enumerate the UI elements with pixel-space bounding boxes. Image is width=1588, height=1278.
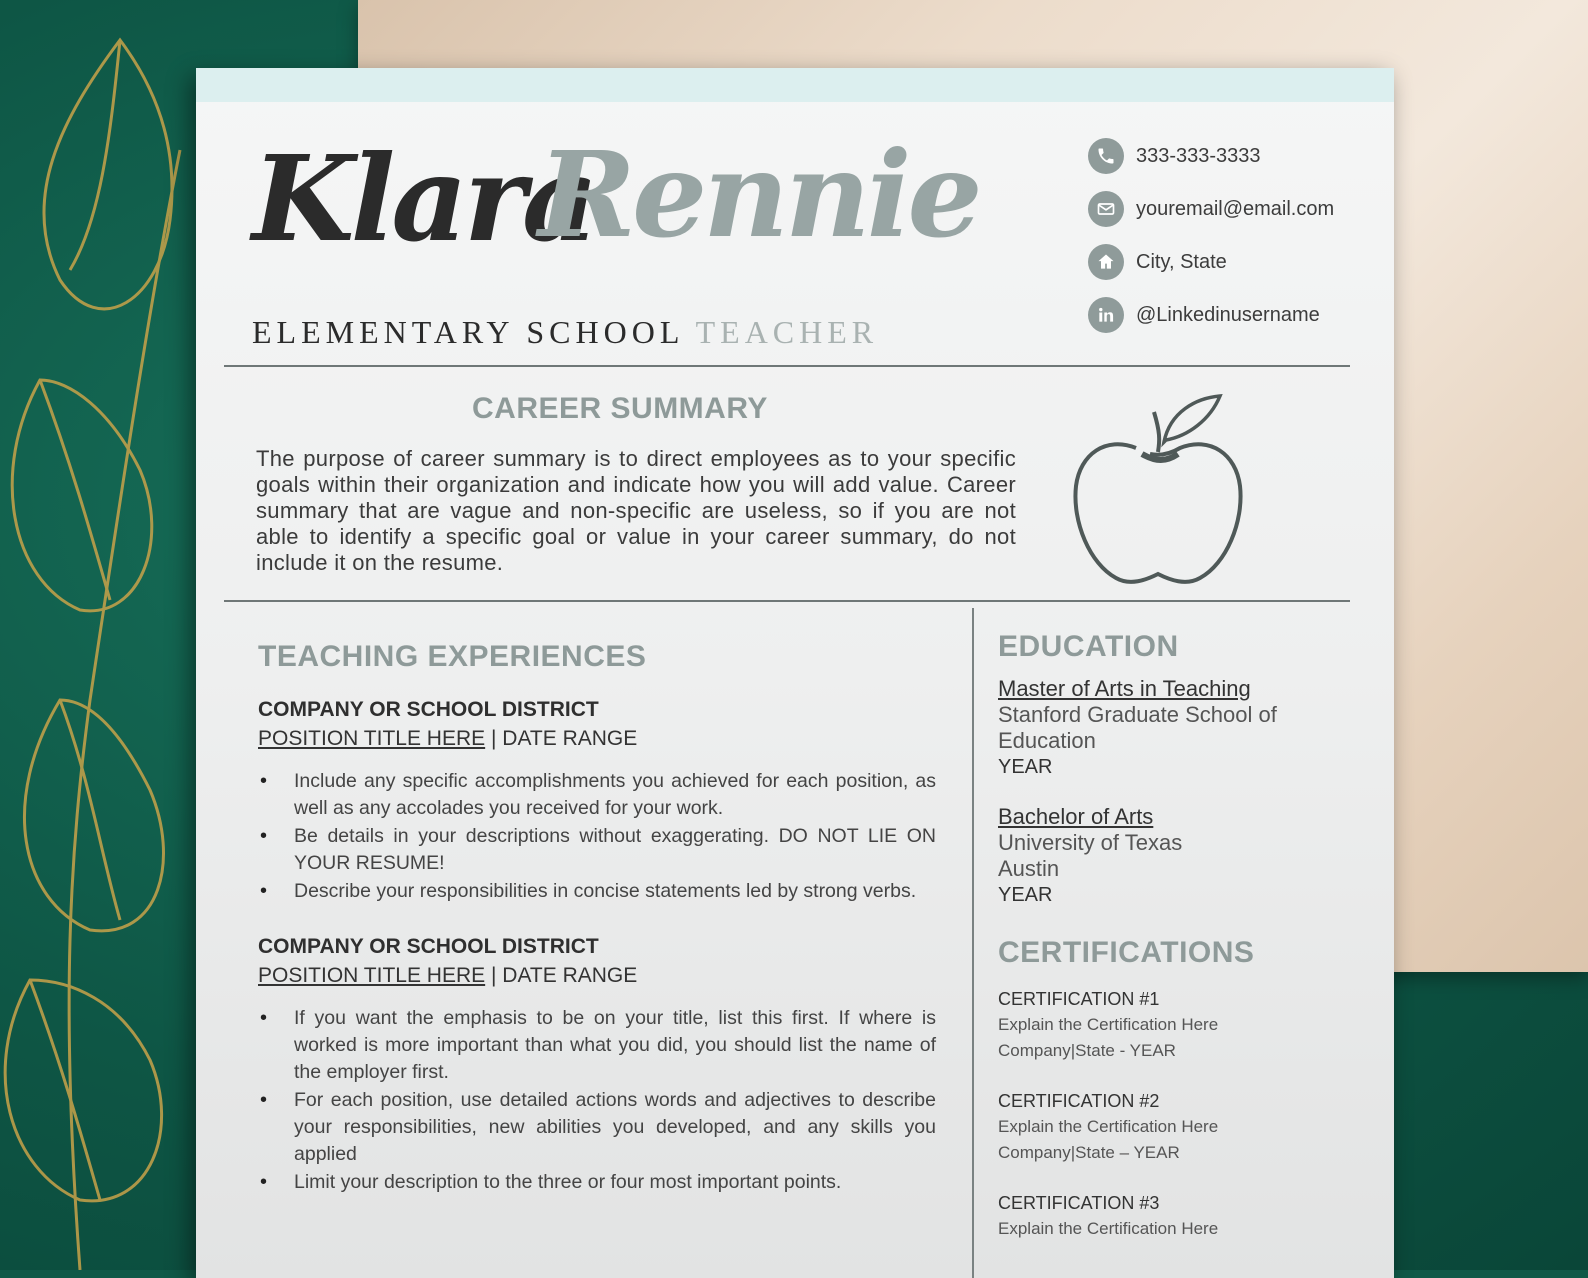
education-heading: EDUCATION bbox=[998, 630, 1179, 663]
certification-desc: Explain the Certification Here bbox=[998, 1015, 1219, 1034]
contact-location-text: City, State bbox=[1136, 250, 1227, 273]
job-date: | DATE RANGE bbox=[485, 727, 638, 750]
job-title-part2: TEACHER bbox=[695, 314, 879, 350]
name-first: Klara bbox=[252, 129, 595, 268]
experience-heading: TEACHING EXPERIENCES bbox=[258, 640, 647, 673]
contact-email bbox=[1088, 183, 1378, 235]
job-bullet: • Describe your responsibilities in concise statements led by strong verbs. bbox=[294, 878, 936, 905]
job-position-line bbox=[258, 724, 936, 754]
job-entry bbox=[258, 696, 936, 905]
experience-list bbox=[258, 696, 936, 1224]
contact-list bbox=[1088, 130, 1378, 342]
education-school: Stanford Graduate School of bbox=[998, 702, 1277, 727]
education-school-cont: Education bbox=[998, 728, 1096, 753]
apple-icon bbox=[1066, 382, 1256, 592]
job-bullet: • For each position, use detailed actions words and adjectives to describe your responsibilities, new abilities you developed, and any skills you applied bbox=[294, 1087, 936, 1168]
education-degree: Master of Arts in Teaching bbox=[998, 676, 1251, 701]
contact-email-text: youremail@email.com bbox=[1136, 197, 1335, 220]
divider-middle bbox=[224, 600, 1350, 602]
certification-name: CERTIFICATION #2 bbox=[998, 1091, 1160, 1111]
job-bullet: • Include any specific accomplishments you achieved for each position, as well as any accolades you received for your work. bbox=[294, 768, 936, 822]
certification-meta: Company|State - YEAR bbox=[998, 1041, 1176, 1060]
education-entry bbox=[998, 676, 1358, 780]
column-divider bbox=[972, 608, 974, 1278]
email-icon bbox=[1088, 191, 1124, 227]
certifications-heading: CERTIFICATIONS bbox=[998, 936, 1255, 969]
education-year: YEAR bbox=[998, 884, 1053, 906]
education-year: YEAR bbox=[998, 756, 1053, 778]
summary-heading: CAREER SUMMARY bbox=[472, 392, 768, 425]
job-company: COMPANY OR SCHOOL DISTRICT bbox=[258, 698, 599, 721]
job-bullets bbox=[258, 1005, 936, 1196]
certification-meta: Company|State – YEAR bbox=[998, 1143, 1180, 1162]
job-title-part1: ELEMENTARY SCHOOL bbox=[252, 314, 684, 350]
contact-phone-text: 333-333-3333 bbox=[1136, 144, 1261, 167]
job-position: POSITION TITLE HERE bbox=[258, 964, 486, 987]
divider-top bbox=[224, 365, 1350, 367]
right-column bbox=[998, 630, 1358, 1266]
job-company: COMPANY OR SCHOOL DISTRICT bbox=[258, 935, 599, 958]
linkedin-icon bbox=[1088, 297, 1124, 333]
job-title bbox=[252, 316, 878, 348]
certification-desc: Explain the Certification Here bbox=[998, 1117, 1219, 1136]
education-entry bbox=[998, 804, 1358, 908]
gold-leaf-decoration bbox=[0, 0, 200, 1270]
job-position: POSITION TITLE HERE bbox=[258, 727, 486, 750]
certification-entry bbox=[998, 1088, 1358, 1166]
name-last: Rennie bbox=[538, 125, 979, 264]
job-position-line bbox=[258, 961, 936, 991]
job-date: | DATE RANGE bbox=[485, 964, 638, 987]
summary-text: The purpose of career summary is to direct employees as to your specific goals within their organization and indicate how you will add value. Career summary that are vague and non-specific are useless, so if you are not able to identify a specific goal or value in your career summary, do not include it on the resume. bbox=[256, 446, 1016, 575]
home-icon bbox=[1088, 244, 1124, 280]
contact-location bbox=[1088, 236, 1378, 288]
education-school-cont: Austin bbox=[998, 856, 1060, 881]
certification-name: CERTIFICATION #1 bbox=[998, 989, 1160, 1009]
contact-linkedin-text: @Linkedinusername bbox=[1136, 303, 1320, 326]
job-bullets bbox=[258, 768, 936, 905]
education-school: University of Texas bbox=[998, 830, 1183, 855]
job-bullet: • Limit your description to the three or four most important points. bbox=[294, 1169, 936, 1196]
contact-phone bbox=[1088, 130, 1378, 182]
certification-name: CERTIFICATION #3 bbox=[998, 1193, 1160, 1213]
resume-page bbox=[196, 68, 1394, 1278]
certification-entry bbox=[998, 986, 1358, 1064]
certification-entry bbox=[998, 1190, 1358, 1242]
contact-linkedin bbox=[1088, 289, 1378, 341]
job-bullet: • Be details in your descriptions without exaggerating. DO NOT LIE ON YOUR RESUME! bbox=[294, 823, 936, 877]
education-degree: Bachelor of Arts bbox=[998, 804, 1154, 829]
phone-icon bbox=[1088, 138, 1124, 174]
job-bullet: • If you want the emphasis to be on your title, list this first. If where is worked is more important than what you did, you should list the name of the employer first. bbox=[294, 1005, 936, 1086]
certification-desc: Explain the Certification Here bbox=[998, 1219, 1219, 1238]
job-entry bbox=[258, 933, 936, 1196]
top-accent-band bbox=[196, 68, 1394, 102]
